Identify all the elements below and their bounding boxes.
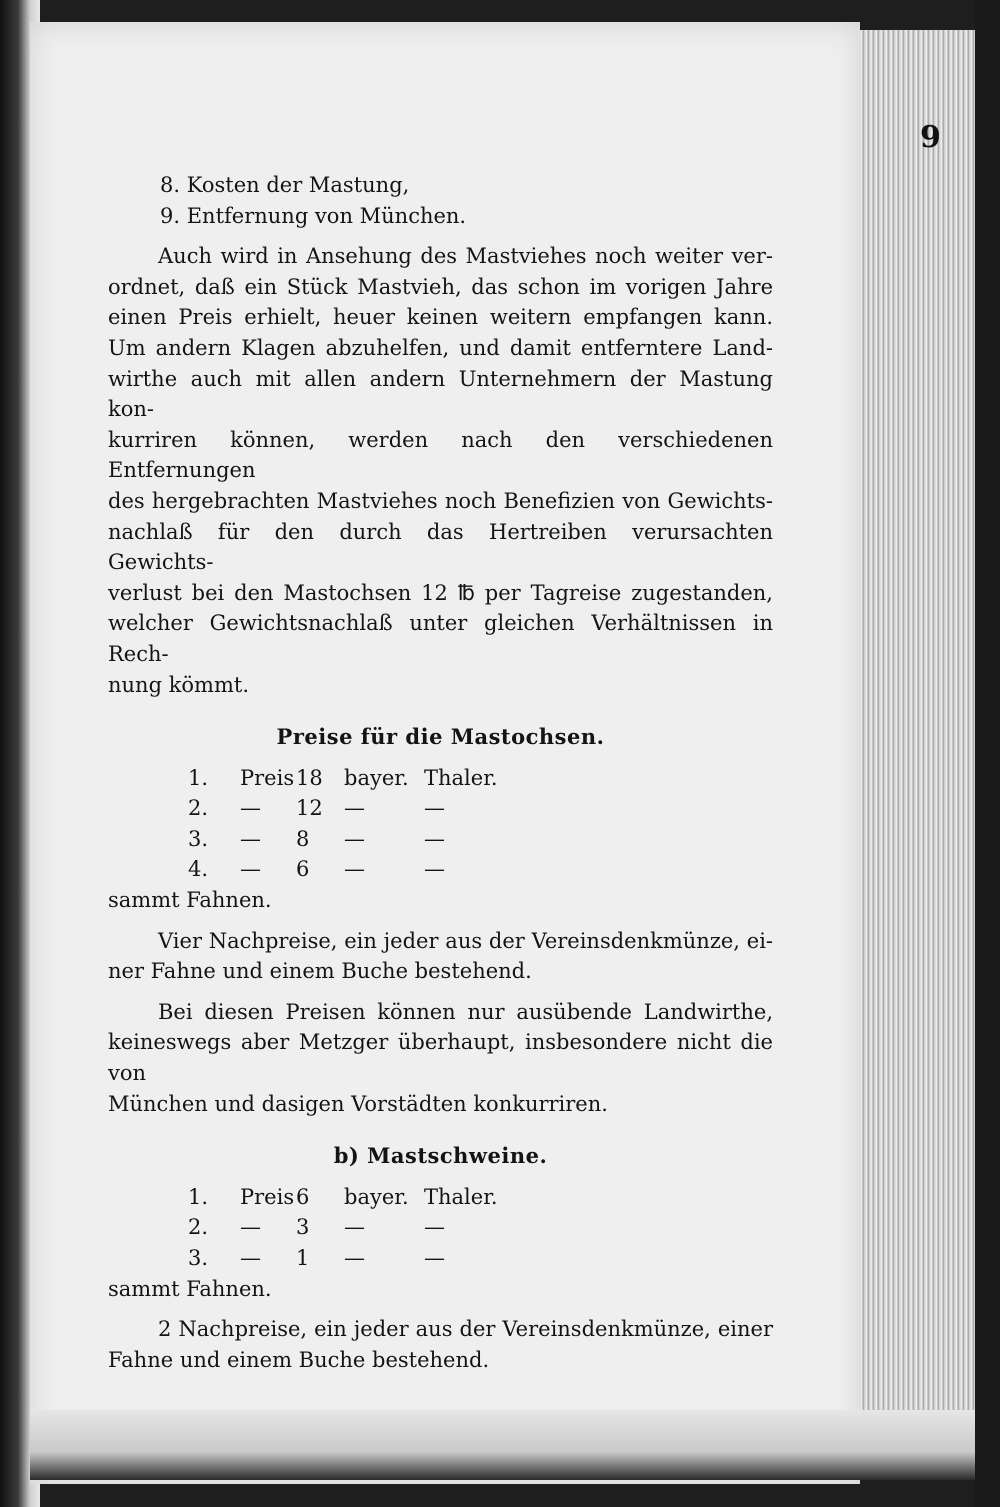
- prize-rank: 2.: [188, 1215, 209, 1240]
- page-text: [108, 170, 773, 1375]
- prize-rank: 1.: [188, 1184, 209, 1209]
- paragraph-line: Fahne und einem Buche bestehend.: [108, 1347, 490, 1372]
- prize-amount: 6: [296, 1184, 310, 1209]
- prize-row: [108, 854, 773, 885]
- prize-unit: Thaler.: [424, 765, 498, 790]
- prize-unit: —: [424, 1215, 445, 1240]
- prize-row: [108, 1212, 773, 1243]
- paragraph-line: Bei diesen Preisen können nur ausübende Landwirthe,: [158, 999, 773, 1024]
- paragraph-line: keineswegs aber Metzger überhaupt, insbesondere nicht die von: [108, 1030, 773, 1086]
- prize-rank: 2.: [188, 796, 209, 821]
- paragraph-line: kurriren können, werden nach den verschiedenen Entfernungen: [108, 427, 773, 483]
- prize-word: —: [240, 796, 261, 821]
- prize-row: [108, 824, 773, 855]
- prize-row: [108, 763, 773, 794]
- prize-word: —: [240, 857, 261, 882]
- page-number: 9: [920, 120, 941, 155]
- prize-row: [108, 793, 773, 824]
- prize-currency: —: [344, 1246, 365, 1270]
- prize-unit: —: [424, 857, 445, 882]
- paragraph-line: 2 Nachpreise, ein jeder aus der Vereinsdenkmünze, einer: [158, 1317, 773, 1342]
- list-item: 9. Entfernung von München.: [160, 203, 467, 228]
- paragraph-line: ner Fahne und einem Buche bestehend.: [108, 959, 532, 984]
- prize-currency: —: [344, 1215, 365, 1240]
- prize-amount: 18: [296, 765, 323, 790]
- prize-word: —: [240, 1246, 261, 1270]
- paragraph-line: nung kömmt.: [108, 672, 250, 697]
- prize-unit: —: [424, 796, 445, 821]
- section-heading-oxen: Preise für die Mastochsen.: [276, 724, 605, 750]
- prize-rank: 1.: [188, 765, 209, 790]
- prize-amount: 1: [296, 1246, 310, 1270]
- prize-word: Preis: [240, 765, 295, 790]
- prize-word: —: [240, 826, 261, 851]
- paragraph-line: nachlaß für den durch das Hertreiben verursachten Gewichts-: [108, 519, 773, 575]
- closing-line: sammt Fahnen.: [108, 1276, 272, 1301]
- paragraph-line: Auch wird in Ansehung des Mastviehes noch weiter ver-: [158, 244, 773, 269]
- prize-amount: 3: [296, 1215, 310, 1240]
- prize-currency: bayer.: [344, 1184, 409, 1209]
- paragraph-line: Vier Nachpreise, ein jeder aus der Vereinsdenkmünze, ei-: [158, 928, 773, 953]
- prize-unit: Thaler.: [424, 1184, 498, 1209]
- prize-unit: —: [424, 826, 445, 851]
- paragraph-line: einen Preis erhielt, heuer keinen weitern empfangen kann.: [108, 305, 773, 330]
- prize-currency: bayer.: [344, 765, 409, 790]
- paragraph-line: ordnet, daß ein Stück Mastvieh, das schon im vorigen Jahre: [108, 274, 773, 299]
- paragraph-line: welcher Gewichtsnachlaß unter gleichen Verhältnissen in Rech-: [108, 611, 773, 666]
- prize-rank: 3.: [188, 826, 209, 851]
- section-heading-pigs: b) Mastschweine.: [333, 1143, 548, 1169]
- paragraph-line: Um andern Klagen abzuhelfen, und damit entferntere Land-: [108, 335, 773, 360]
- paragraph-line: verlust bei den Mastochsen 12 ℔ per Tagreise zugestanden,: [108, 580, 773, 605]
- list-item: 8. Kosten der Mastung,: [160, 173, 410, 197]
- page-bottom-edge: [30, 1410, 975, 1480]
- prize-rank: 3.: [188, 1246, 209, 1270]
- prize-currency: —: [344, 796, 365, 821]
- prize-amount: 6: [296, 857, 310, 882]
- prize-amount: 8: [296, 826, 310, 851]
- prize-row: [108, 1243, 773, 1274]
- closing-line: sammt Fahnen.: [108, 888, 272, 913]
- paragraph-line: München und dasigen Vorstädten konkurriren.: [108, 1091, 608, 1116]
- prize-amount: 12: [296, 796, 323, 821]
- prize-currency: —: [344, 826, 365, 851]
- prize-unit: —: [424, 1246, 445, 1270]
- prize-currency: —: [344, 857, 365, 882]
- prize-row: [108, 1182, 773, 1213]
- prize-word: —: [240, 1215, 261, 1240]
- page-edges: [860, 30, 975, 1470]
- prize-rank: 4.: [188, 857, 209, 882]
- prize-word: Preis: [240, 1184, 295, 1209]
- paragraph-line: des hergebrachten Mastviehes noch Benefizien von Gewichts-: [108, 488, 773, 513]
- book-cover-edge: [975, 0, 1000, 1507]
- paragraph-line: wirthe auch mit allen andern Unternehmern der Mastung kon-: [108, 366, 773, 422]
